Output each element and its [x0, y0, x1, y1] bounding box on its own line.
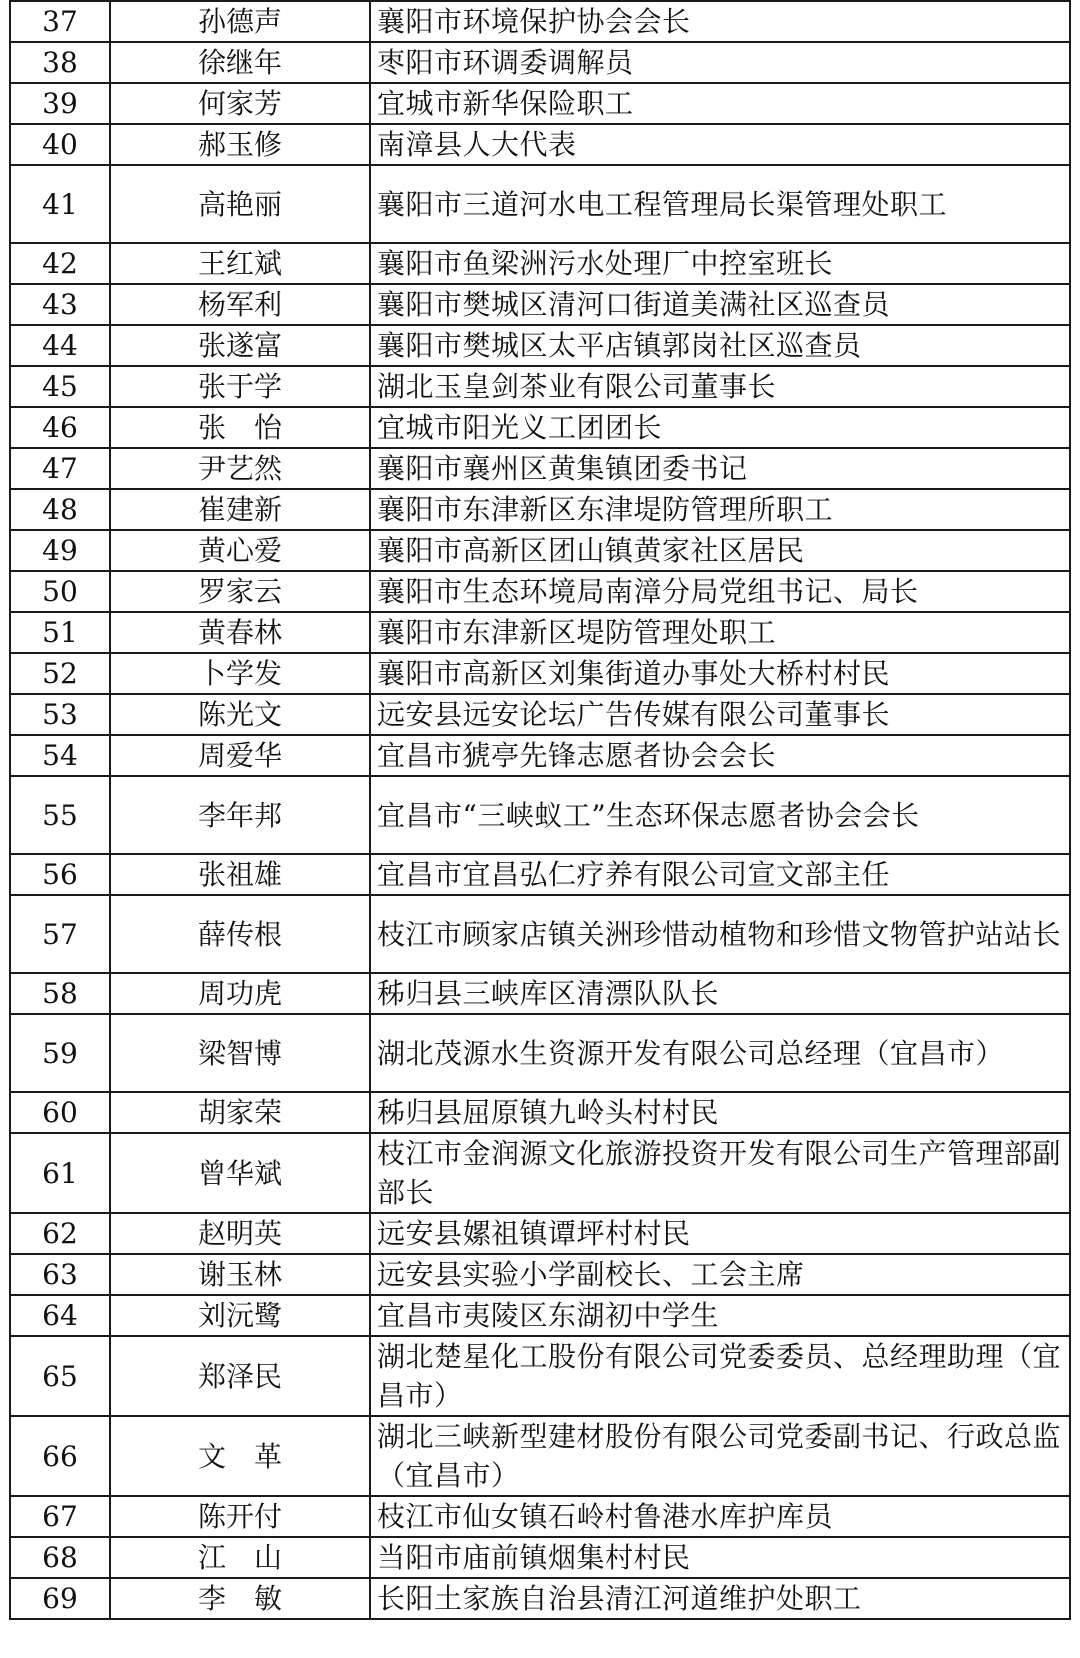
person-name-cell — [110, 1336, 370, 1416]
row-number-cell: 62 — [10, 1213, 110, 1254]
person-name-cell — [110, 124, 370, 165]
honor-list-table — [9, 0, 1071, 1620]
table-row — [10, 366, 1070, 407]
table-row — [10, 653, 1070, 694]
person-name-cell — [110, 973, 370, 1014]
table-row — [10, 1014, 1070, 1092]
row-number-cell: 44 — [10, 325, 110, 366]
affiliation-cell: 襄阳市鱼梁洲污水处理厂中控室班长 — [370, 243, 1070, 284]
affiliation-cell: 枝江市金润源文化旅游投资开发有限公司生产管理部副部长 — [370, 1133, 1070, 1213]
row-number-cell: 57 — [10, 895, 110, 973]
affiliation-cell: 秭归县三峡库区清漂队队长 — [370, 973, 1070, 1014]
person-name: 陈开付 — [197, 1500, 282, 1533]
row-number-cell: 40 — [10, 124, 110, 165]
person-name-cell — [110, 895, 370, 973]
person-name-cell — [110, 489, 370, 530]
person-name: 刘沅鹭 — [197, 1299, 282, 1332]
affiliation-cell: 远安县嫘祖镇谭坪村村民 — [370, 1213, 1070, 1254]
row-number-cell: 52 — [10, 653, 110, 694]
row-number-cell: 42 — [10, 243, 110, 284]
person-name: 周爱华 — [197, 739, 282, 772]
affiliation-cell: 枣阳市环调委调解员 — [370, 42, 1070, 83]
table-row — [10, 973, 1070, 1014]
person-name-cell — [110, 1092, 370, 1133]
person-name-cell — [110, 571, 370, 612]
person-name: 高艳丽 — [197, 187, 282, 221]
person-name-cell — [110, 1496, 370, 1537]
affiliation-cell: 秭归县屈原镇九岭头村村民 — [370, 1092, 1070, 1133]
person-name: 尹艺然 — [197, 452, 282, 485]
row-number-cell: 41 — [10, 165, 110, 243]
row-number-cell: 38 — [10, 42, 110, 83]
affiliation-cell: 宜昌市猇亭先锋志愿者协会会长 — [370, 735, 1070, 776]
affiliation-cell: 湖北三峡新型建材股份有限公司党委副书记、行政总监（宜昌市） — [370, 1416, 1070, 1496]
row-number-cell: 46 — [10, 407, 110, 448]
affiliation-cell: 襄阳市东津新区堤防管理处职工 — [370, 612, 1070, 653]
person-name-cell — [110, 83, 370, 124]
affiliation-cell: 远安县实验小学副校长、工会主席 — [370, 1254, 1070, 1295]
row-number-cell: 60 — [10, 1092, 110, 1133]
person-name-cell — [110, 776, 370, 854]
person-name: 王红斌 — [197, 247, 282, 280]
table-row — [10, 325, 1070, 366]
table-row — [10, 735, 1070, 776]
table-row — [10, 448, 1070, 489]
table-row — [10, 83, 1070, 124]
affiliation-cell: 当阳市庙前镇烟集村村民 — [370, 1537, 1070, 1578]
person-name-cell — [110, 243, 370, 284]
row-number-cell: 63 — [10, 1254, 110, 1295]
table-row — [10, 776, 1070, 854]
person-name: 李 敏 — [197, 1582, 282, 1615]
affiliation-cell: 湖北茂源水生资源开发有限公司总经理（宜昌市） — [370, 1014, 1070, 1092]
person-name-cell — [110, 1537, 370, 1578]
row-number-cell: 49 — [10, 530, 110, 571]
affiliation-cell: 襄阳市高新区团山镇黄家社区居民 — [370, 530, 1070, 571]
table-row — [10, 612, 1070, 653]
affiliation-cell: 远安县远安论坛广告传媒有限公司董事长 — [370, 694, 1070, 735]
person-name: 曾华斌 — [197, 1156, 282, 1190]
row-number-cell: 47 — [10, 448, 110, 489]
row-number-cell: 37 — [10, 1, 110, 42]
person-name: 张于学 — [197, 370, 282, 403]
person-name-cell — [110, 1, 370, 42]
affiliation-cell: 长阳土家族自治县清江河道维护处职工 — [370, 1578, 1070, 1619]
person-name: 何家芳 — [197, 87, 282, 120]
row-number-cell: 56 — [10, 854, 110, 895]
affiliation-cell: 宜昌市“三峡蚁工”生态环保志愿者协会会长 — [370, 776, 1070, 854]
row-number-cell: 55 — [10, 776, 110, 854]
affiliation-cell: 宜昌市夷陵区东湖初中学生 — [370, 1295, 1070, 1336]
row-number-cell: 64 — [10, 1295, 110, 1336]
person-name: 罗家云 — [197, 575, 282, 608]
row-number-cell: 59 — [10, 1014, 110, 1092]
affiliation-cell: 襄阳市樊城区清河口街道美满社区巡查员 — [370, 284, 1070, 325]
person-name-cell — [110, 1014, 370, 1092]
person-name-cell — [110, 694, 370, 735]
row-number-cell: 43 — [10, 284, 110, 325]
person-name: 谢玉林 — [197, 1258, 282, 1291]
affiliation-cell: 襄阳市东津新区东津堤防管理所职工 — [370, 489, 1070, 530]
person-name: 胡家荣 — [197, 1096, 282, 1129]
affiliation-cell: 襄阳市襄州区黄集镇团委书记 — [370, 448, 1070, 489]
table-row — [10, 1213, 1070, 1254]
table-row — [10, 407, 1070, 448]
person-name: 卜学发 — [197, 657, 282, 690]
person-name: 孙德声 — [197, 5, 282, 38]
table-row — [10, 42, 1070, 83]
table-row — [10, 694, 1070, 735]
affiliation-cell: 宜城市新华保险职工 — [370, 83, 1070, 124]
affiliation-cell: 南漳县人大代表 — [370, 124, 1070, 165]
affiliation-cell: 襄阳市樊城区太平店镇郭岗社区巡查员 — [370, 325, 1070, 366]
affiliation-cell: 宜城市阳光义工团团长 — [370, 407, 1070, 448]
person-name: 文 革 — [197, 1439, 282, 1473]
person-name-cell — [110, 1133, 370, 1213]
table-row — [10, 1133, 1070, 1213]
person-name-cell — [110, 325, 370, 366]
person-name-cell — [110, 366, 370, 407]
row-number-cell: 39 — [10, 83, 110, 124]
table-row — [10, 1496, 1070, 1537]
person-name-cell — [110, 448, 370, 489]
person-name-cell — [110, 854, 370, 895]
person-name: 徐继年 — [197, 46, 282, 79]
person-name-cell — [110, 284, 370, 325]
person-name-cell — [110, 1213, 370, 1254]
person-name: 张祖雄 — [197, 858, 282, 891]
table-row — [10, 895, 1070, 973]
person-name-cell — [110, 653, 370, 694]
person-name-cell — [110, 165, 370, 243]
person-name-cell — [110, 530, 370, 571]
row-number-cell: 58 — [10, 973, 110, 1014]
table-row — [10, 243, 1070, 284]
table-row — [10, 854, 1070, 895]
row-number-cell: 45 — [10, 366, 110, 407]
row-number-cell: 67 — [10, 1496, 110, 1537]
person-name: 郝玉修 — [197, 128, 282, 161]
table-row — [10, 124, 1070, 165]
row-number-cell: 65 — [10, 1336, 110, 1416]
table-row — [10, 571, 1070, 612]
row-number-cell: 61 — [10, 1133, 110, 1213]
row-number-cell: 50 — [10, 571, 110, 612]
row-number-cell: 48 — [10, 489, 110, 530]
table-row — [10, 1254, 1070, 1295]
affiliation-cell: 湖北玉皇剑茶业有限公司董事长 — [370, 366, 1070, 407]
person-name: 黄心爱 — [197, 534, 282, 567]
person-name-cell — [110, 1416, 370, 1496]
person-name: 张 怡 — [197, 411, 282, 444]
person-name: 江 山 — [197, 1541, 282, 1574]
person-name: 杨军利 — [197, 288, 282, 321]
affiliation-cell: 襄阳市三道河水电工程管理局长渠管理处职工 — [370, 165, 1070, 243]
table-row — [10, 1578, 1070, 1619]
row-number-cell: 54 — [10, 735, 110, 776]
person-name: 黄春林 — [197, 616, 282, 649]
table-row — [10, 1295, 1070, 1336]
person-name: 郑泽民 — [197, 1359, 282, 1393]
affiliation-cell: 枝江市仙女镇石岭村鲁港水库护库员 — [370, 1496, 1070, 1537]
table-body — [10, 1, 1070, 1619]
person-name: 张遂富 — [197, 329, 282, 362]
person-name: 薛传根 — [197, 917, 282, 951]
table-row — [10, 284, 1070, 325]
person-name-cell — [110, 1254, 370, 1295]
table-row — [10, 165, 1070, 243]
person-name: 周功虎 — [197, 977, 282, 1010]
person-name: 李年邦 — [197, 798, 282, 832]
person-name: 梁智博 — [197, 1036, 282, 1070]
row-number-cell: 69 — [10, 1578, 110, 1619]
table-row — [10, 1537, 1070, 1578]
table-row — [10, 1, 1070, 42]
table-row — [10, 489, 1070, 530]
table-row — [10, 1092, 1070, 1133]
affiliation-cell: 枝江市顾家店镇关洲珍惜动植物和珍惜文物管护站站长 — [370, 895, 1070, 973]
person-name-cell — [110, 407, 370, 448]
person-name-cell — [110, 42, 370, 83]
affiliation-cell: 襄阳市环境保护协会会长 — [370, 1, 1070, 42]
affiliation-cell: 襄阳市生态环境局南漳分局党组书记、局长 — [370, 571, 1070, 612]
affiliation-cell: 湖北楚星化工股份有限公司党委委员、总经理助理（宜昌市） — [370, 1336, 1070, 1416]
person-name: 陈光文 — [197, 698, 282, 731]
person-name-cell — [110, 735, 370, 776]
row-number-cell: 68 — [10, 1537, 110, 1578]
row-number-cell: 51 — [10, 612, 110, 653]
affiliation-cell: 宜昌市宜昌弘仁疗养有限公司宣文部主任 — [370, 854, 1070, 895]
row-number-cell: 66 — [10, 1416, 110, 1496]
person-name-cell — [110, 1578, 370, 1619]
row-number-cell: 53 — [10, 694, 110, 735]
person-name: 崔建新 — [197, 493, 282, 526]
table-row — [10, 1336, 1070, 1416]
table-row — [10, 530, 1070, 571]
person-name-cell — [110, 612, 370, 653]
person-name: 赵明英 — [197, 1217, 282, 1250]
person-name-cell — [110, 1295, 370, 1336]
table-row — [10, 1416, 1070, 1496]
affiliation-cell: 襄阳市高新区刘集街道办事处大桥村村民 — [370, 653, 1070, 694]
